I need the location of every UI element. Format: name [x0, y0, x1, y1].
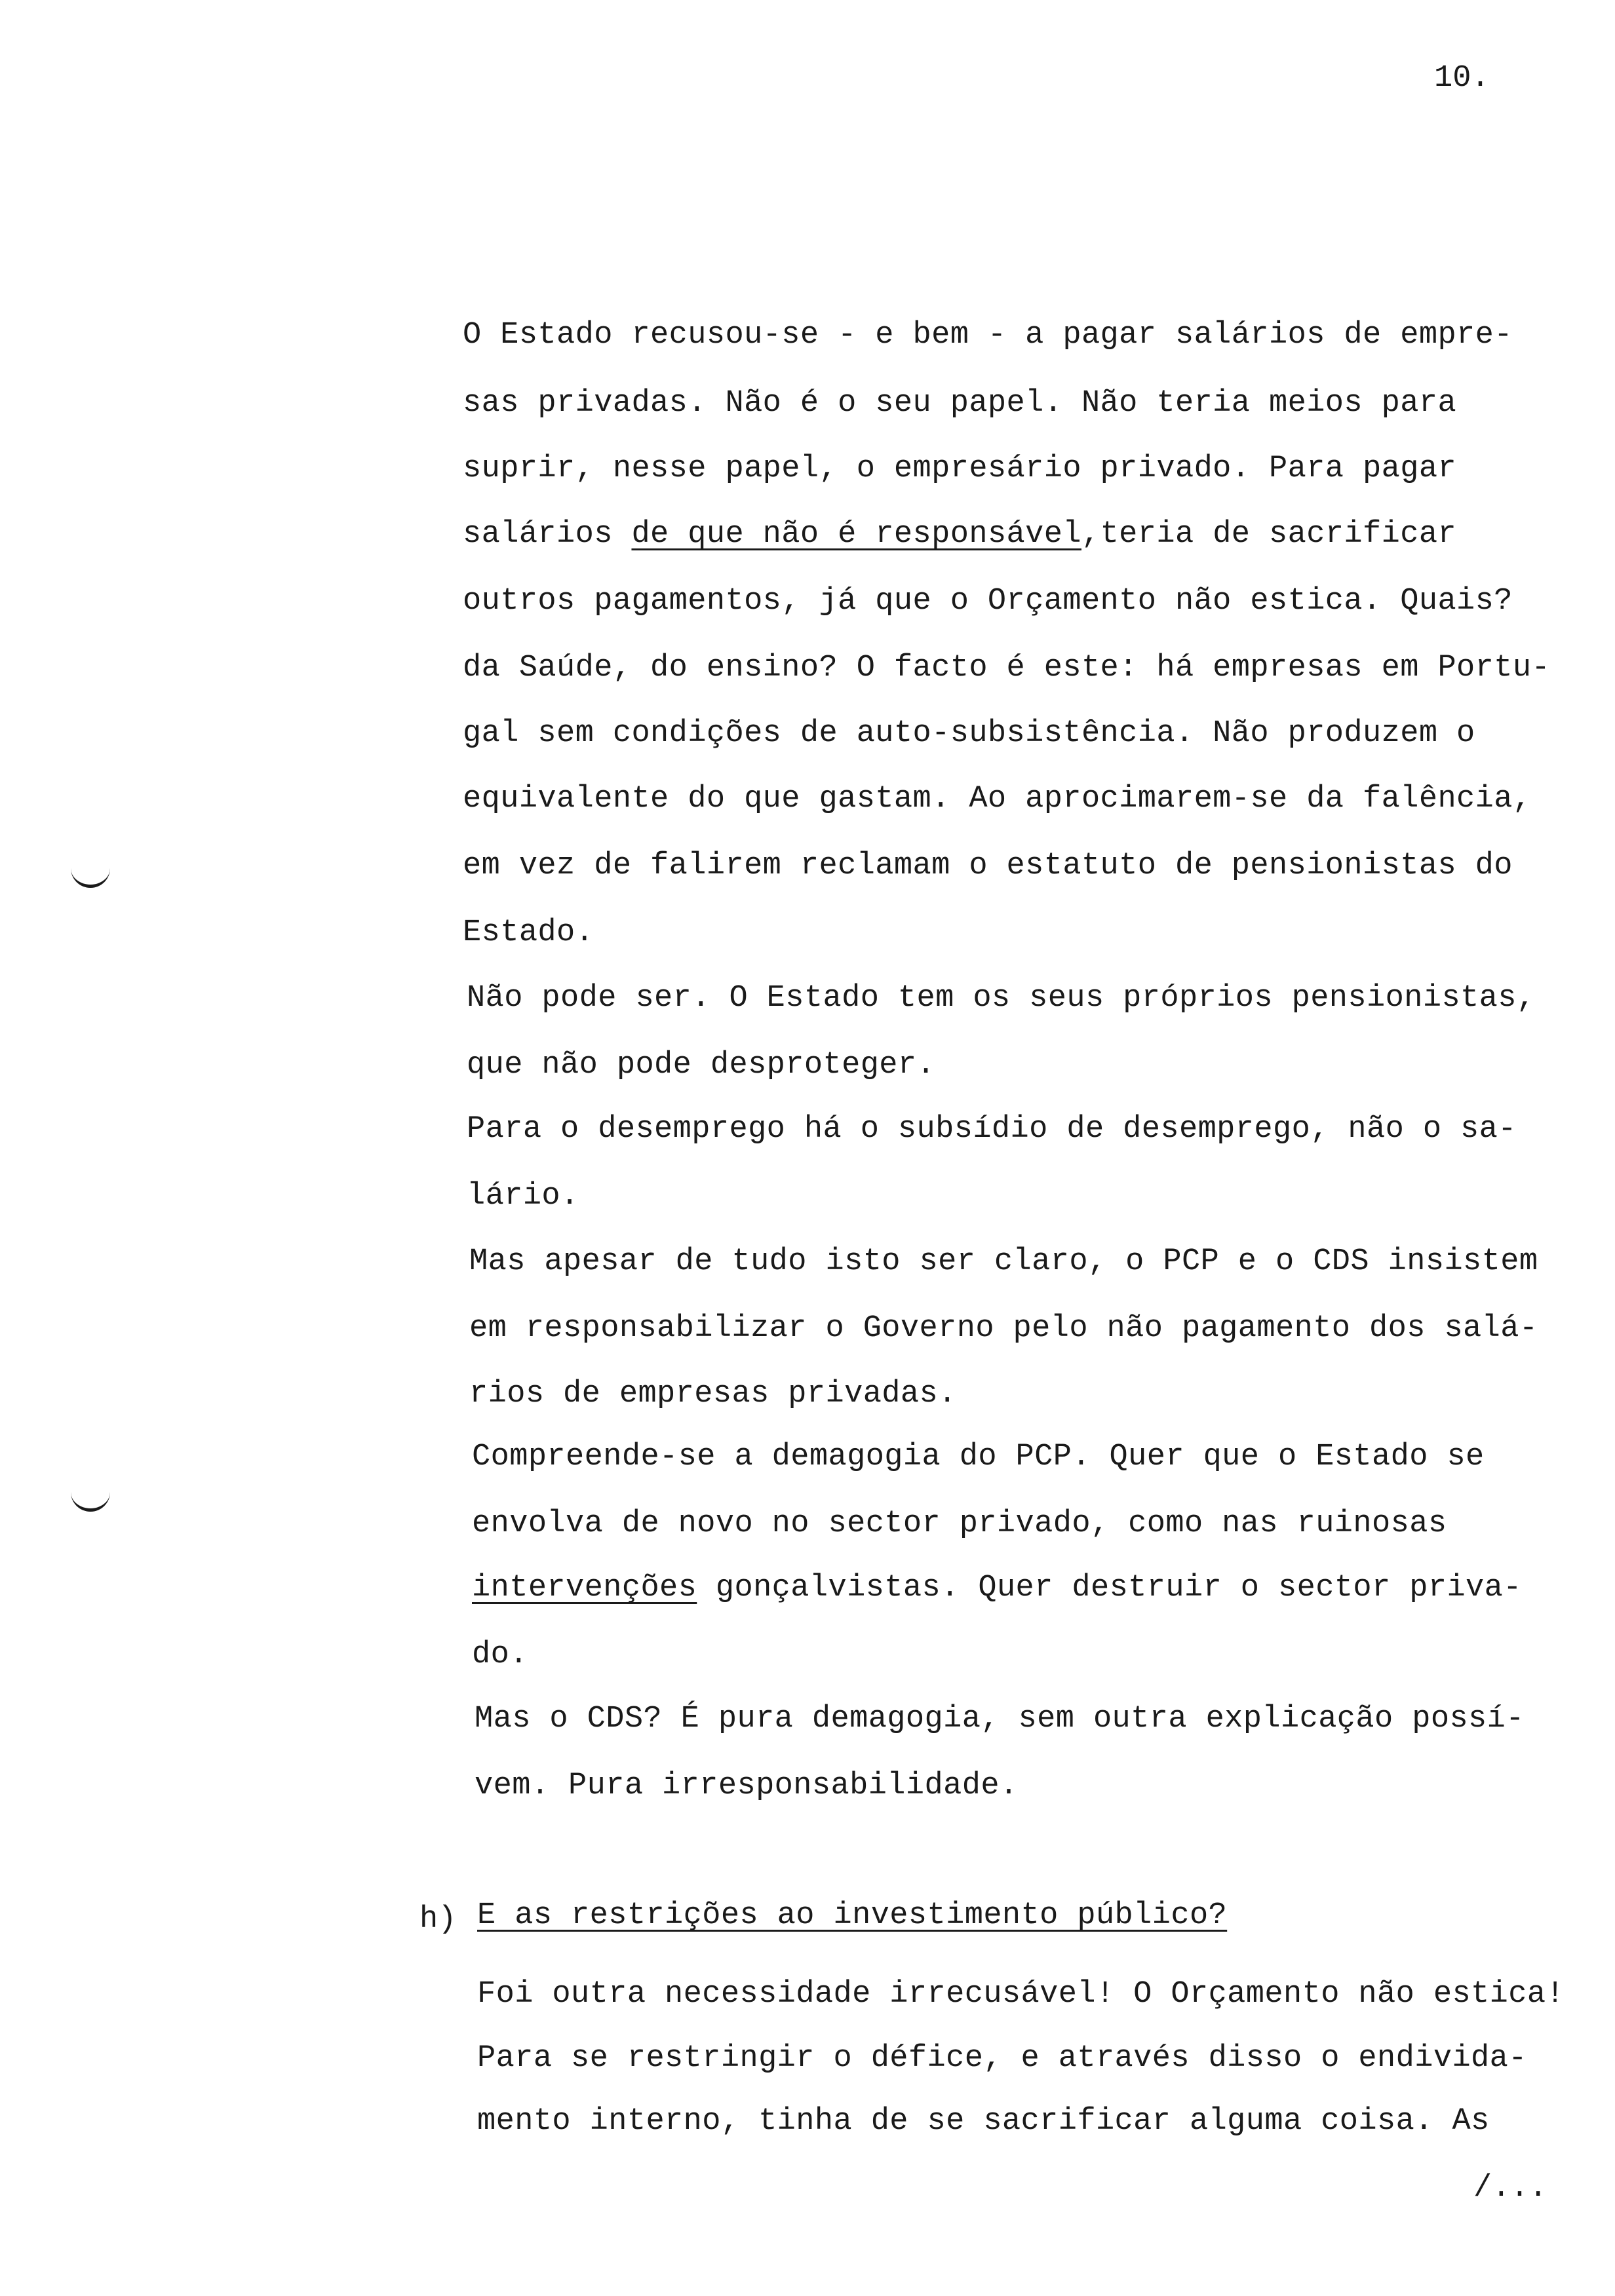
text-line: lário. — [467, 1179, 579, 1214]
text-line: que não pode desproteger. — [467, 1048, 936, 1082]
text-line: em responsabilizar o Governo pelo não pagamento dos salá- — [469, 1311, 1538, 1346]
text-line: Mas o CDS? É pura demagogia, sem outra explicação possí- — [475, 1702, 1525, 1736]
text-segment: salários — [463, 517, 632, 552]
text-line — [472, 1573, 1522, 1603]
text-line: O Estado recusou-se - e bem - a pagar salários de empre- — [463, 318, 1513, 353]
text-line: equivalente do que gastam. Ao aprocimarem-se da falência, — [463, 782, 1532, 816]
text-line: do. — [472, 1637, 528, 1672]
text-line: Não pode ser. O Estado tem os seus próprios pensionistas, — [467, 981, 1536, 1016]
text-line: mento interno, tinha de se sacrificar alguma coisa. As — [477, 2104, 1490, 2139]
text-line: Estado. — [463, 915, 594, 950]
text-segment: gonçalvistas. Quer destruir o sector priva- — [697, 1571, 1522, 1605]
text-line: rios de empresas privadas. — [469, 1377, 957, 1411]
text-line: envolva de novo no sector privado, como nas ruinosas — [472, 1506, 1447, 1541]
section-marker: h) — [419, 1902, 457, 1937]
underlined-phrase: intervenções — [472, 1571, 697, 1605]
text-line: gal sem condições de auto-subsistência. Não produzem o — [463, 716, 1475, 751]
text-line: outros pagamentos, já que o Orçamento não estica. Quais? — [463, 584, 1513, 619]
margin-mark-lower — [71, 1486, 110, 1512]
continuation-mark: /... — [1473, 2171, 1547, 2206]
text-line: vem. Pura irresponsabilidade. — [475, 1769, 1019, 1803]
text-line: Compreende-se a demagogia do PCP. Quer que o Estado se — [472, 1440, 1485, 1474]
text-segment: ,teria de sacrificar — [1081, 517, 1457, 552]
section-heading: E as restrições ao investimento público? — [477, 1898, 1228, 1933]
text-line: da Saúde, do ensino? O facto é este: há empresas em Portu- — [463, 651, 1551, 685]
text-line: Mas apesar de tudo isto ser claro, o PCP e o CDS insistem — [469, 1244, 1538, 1279]
underlined-phrase: de que não é responsável — [631, 517, 1081, 552]
text-line: sas privadas. Não é o seu papel. Não teria meios para — [463, 386, 1457, 421]
text-line: em vez de falirem reclamam o estatuto de pensionistas do — [463, 849, 1513, 883]
text-line: suprir, nesse papel, o empresário privado. Para pagar — [463, 451, 1457, 486]
text-line: Foi outra necessidade irrecusável! O Orçamento não estica! — [477, 1977, 1565, 2012]
page-number: 10. — [1434, 61, 1490, 96]
text-line: Para o desemprego há o subsídio de desemprego, não o sa- — [467, 1112, 1517, 1147]
text-line — [463, 519, 1456, 550]
margin-mark-upper — [71, 862, 110, 888]
text-line: Para se restringir o défice, e através disso o endivida- — [477, 2041, 1527, 2076]
